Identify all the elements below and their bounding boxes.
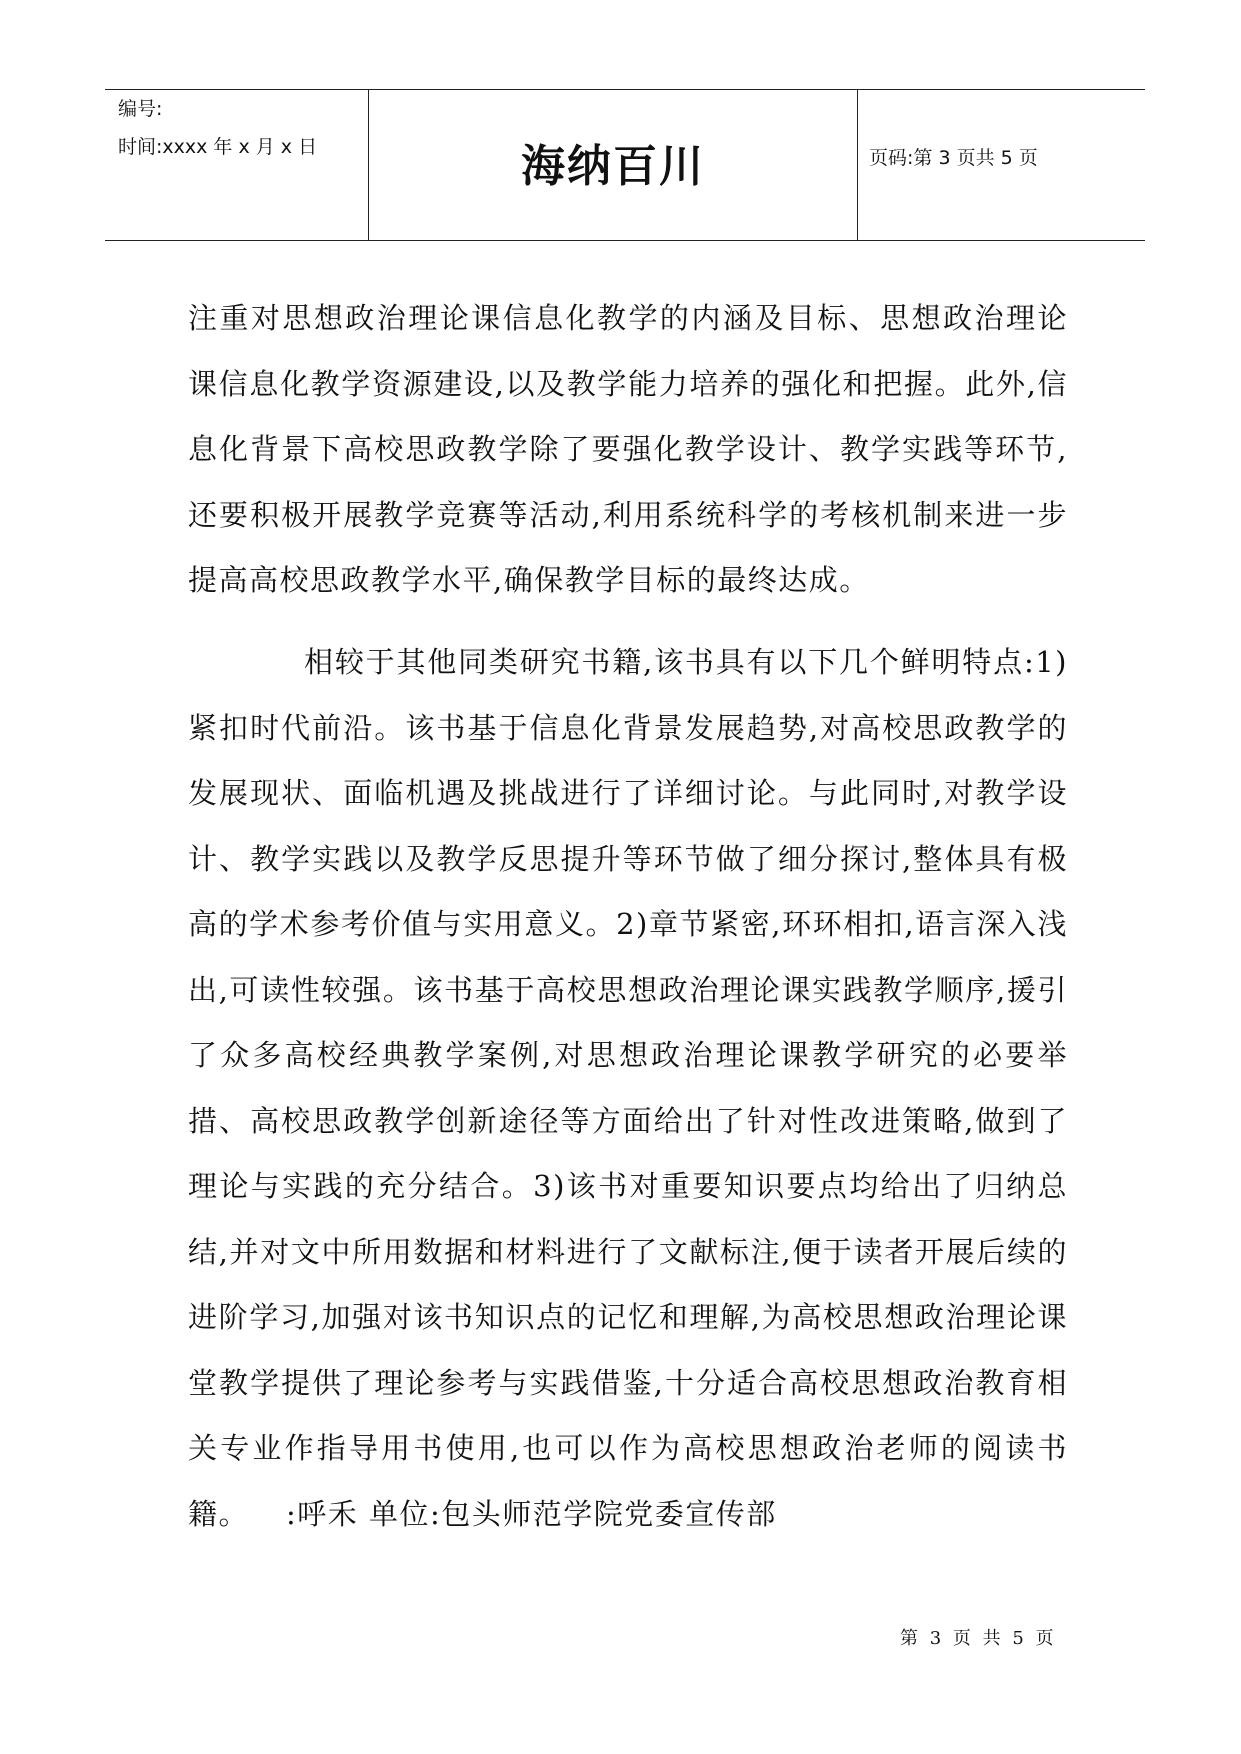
body-text-features <box>188 630 1068 1547</box>
header-right-cell <box>858 90 1145 240</box>
paragraph-2: 相较于其他同类研究书籍,该书具有以下几个鲜明特点:1)紧扣时代前沿。该书基于信息化背景发展趋势,对高校思政教学的发展现状、面临机遇及挑战进行了详细讨论。与此同时,对教学设计、教学实践以及教学反思提升等环节做了细分探讨,整体具有极高的学术参考价值与实用意义。2)章节紧密,环环相扣,语言深入浅出,可读性较强。该书基于高校思想政治理论课实践教学顺序,援引了众多高校经典教学案例,对思想政治理论课教学研究的必要举措、高校思政教学创新途径等方面给出了针对性改进策略,做到了理论与实践的充分结合。3)该书对重要知识要点均给出了归纳总结,并对文中所用数据和材料进行了文献标注,便于读者开展后续的进阶学习,加强对该书知识点的记忆和理解,为高校思想政治理论课堂教学提供了理论参考与实践借鉴,十分适合高校思想政治教育相关专业作指导用书使用,也可以作为高校思想政治老师的阅读书籍。 <box>188 645 1068 1531</box>
page-footer: 第 3 页 共 5 页 <box>900 1628 1054 1649</box>
paragraph-1: 注重对思想政治理论课信息化教学的内涵及目标、思想政治理论课信息化教学资源建设,以及教学能力培养的强化和把握。此外,信息化背景下高校思政教学除了要强化教学设计、教学实践等环节,还要积极开展教学竞赛等活动,利用系统科学的考核机制来进一步提高高校思政教学水平,确保教学目标的最终达成。 <box>188 301 1068 597</box>
header-title-cell <box>369 90 858 240</box>
document-title: 海纳百川 <box>521 141 705 192</box>
page-header <box>105 89 1145 241</box>
document-date-label: 时间:xxxx 年 x 月 x 日 <box>118 136 318 158</box>
header-left-cell <box>105 90 369 240</box>
header-page-indicator: 页码:第 3 页共 5 页 <box>869 147 1038 169</box>
author-line-block <box>188 1482 1068 1548</box>
author-line: :呼禾 单位:包头师范学院党委宣传部 <box>286 1497 777 1531</box>
body-text <box>188 286 1068 614</box>
document-number-label: 编号: <box>118 98 163 120</box>
